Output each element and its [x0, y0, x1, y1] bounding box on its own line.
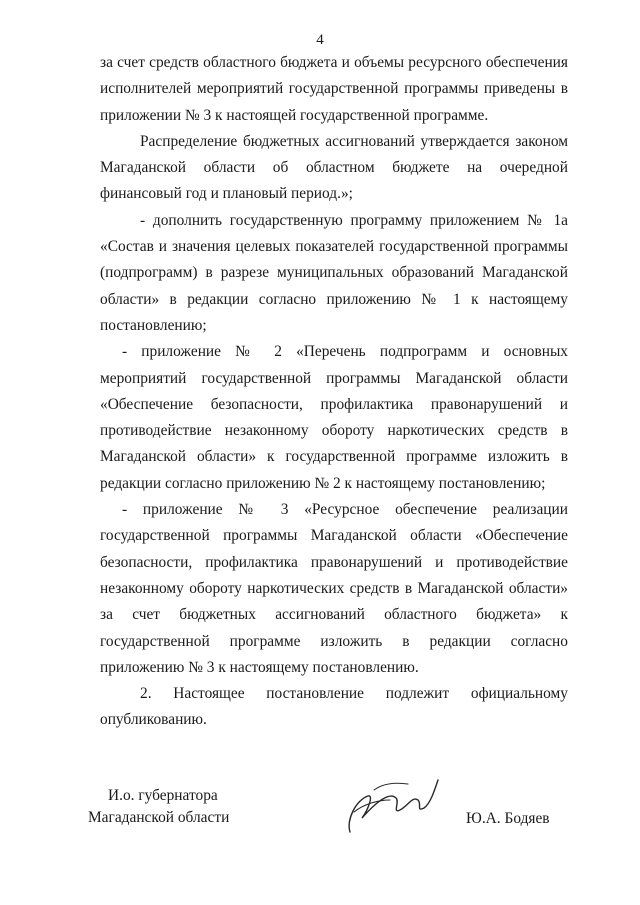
paragraph-funding: за счет средств областного бюджета и объемы ресурсного обеспечения исполнителей мероприятий государственной программы приведены в приложении № 3 к настоящей государственной программе. — [100, 54, 568, 124]
paragraph-budget-allocation: Распределение бюджетных ассигнований утверждается законом Магаданской области об областном бюджете на очередной финансовый год и плановый период.»; — [100, 132, 568, 203]
paragraph-appendix-3: - приложение № 3 «Ресурсное обеспечение реализации государственной программы Магаданской области «Обеспечение безопасности, профилактика правонарушений и противодействие незаконному обороту наркотических средств в Магаданской области» за счет бюджетных ассигнований областного бюджета» к государственной программе изложить в редакции согласно приложению № 3 к настоящему постановлению. — [100, 501, 568, 676]
signer-position: И.о. губернатора — [108, 787, 218, 804]
signer-name: Ю.А. Бодяев — [466, 810, 550, 827]
paragraph-appendix-1a: - дополнить государственную программу приложением № 1а «Состав и значения целевых показателей государственной программы (подпрограмм) в разрезе муниципальных образований Магаданской области» в редакции согласно приложению № 1 к настоящему постановлению; — [100, 211, 568, 334]
paragraph-appendix-2: - приложение № 2 «Перечень подпрограмм и основных мероприятий государственной программы Магаданской области «Обеспечение безопасности, профилактика правонарушений и противодействие незаконному обороту наркотических средств в Магаданской области» к государственной программе изложить в редакции согласно приложению № 2 к настоящему постановлению; — [100, 343, 568, 492]
signer-region: Магаданской области — [88, 809, 230, 826]
paragraph-publication: 2. Настоящее постановление подлежит официальному опубликованию. — [100, 685, 568, 729]
document-body — [100, 50, 568, 734]
handwritten-signature — [338, 770, 448, 840]
page-number: 4 — [316, 32, 324, 48]
signature-title — [88, 785, 229, 829]
